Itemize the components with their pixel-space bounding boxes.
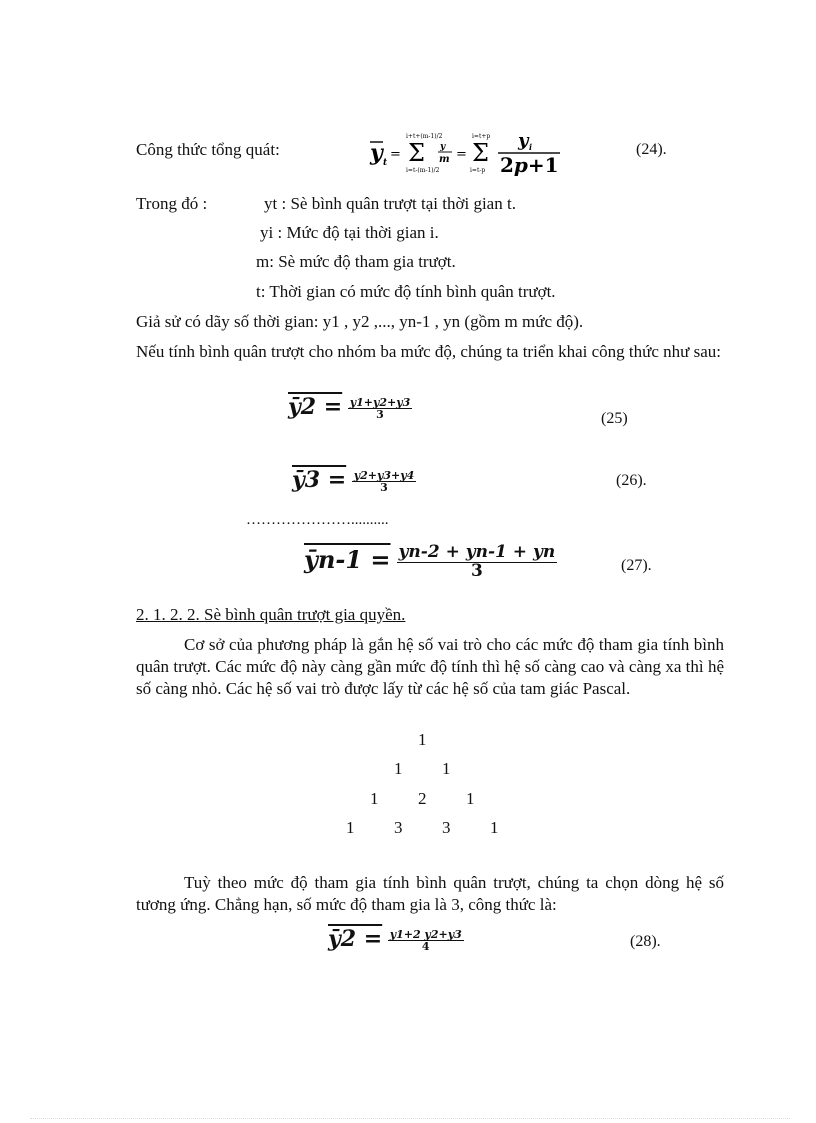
eq24-label: Công thức tổng quát:: [136, 140, 280, 159]
paragraph-three-levels: Nếu tính bình quân trượt cho nhóm ba mức độ, chúng ta triển khai công thức như sau:: [136, 342, 722, 361]
eq25-lhs: ȳ2 =: [288, 394, 343, 420]
eq25-denominator: 3: [376, 408, 384, 422]
paragraph-choose-row: Tuỳ theo mức độ tham gia tính bình quân trượt, chúng ta chọn dòng hệ số tương ứng. Chẳng hạn, số mức độ tham gia là 3, công thức là:: [136, 873, 724, 914]
pascal-cell: 1: [490, 818, 499, 837]
eq28-number: (28).: [630, 933, 661, 950]
eq27-fraction: [397, 544, 558, 581]
eq27-numerator: yn-2 + yn-1 + yn: [398, 542, 556, 562]
ellipsis-dots: …………………..........: [246, 512, 389, 528]
eq27-formula: [304, 544, 557, 581]
svg-text:=: =: [456, 147, 467, 162]
svg-text:=: =: [390, 147, 401, 162]
eq25-numerator: y1+y2+y3: [349, 395, 411, 409]
eq26-fraction: [352, 470, 417, 494]
svg-text:i=t-p: i=t-p: [470, 167, 486, 174]
pascal-cell: 1: [442, 759, 451, 778]
svg-text:m: m: [439, 154, 450, 165]
pascal-cell: 1: [418, 730, 427, 749]
eq25-formula: [288, 394, 412, 421]
eq26-lhs: ȳ3 =: [292, 467, 347, 493]
eq25-fraction: [348, 397, 413, 421]
pascal-cell: 3: [394, 818, 403, 837]
eq26-number: (26).: [616, 472, 647, 489]
definition-m: m: Sè mức độ tham gia trượt.: [256, 252, 456, 271]
eq27-number: (27).: [621, 557, 652, 574]
eq26-formula: [292, 467, 416, 494]
paragraph-weighted: Cơ sở của phương pháp là gắn hệ số vai trò cho các mức độ tham gia tính bình quân trượt. Các mức độ này càng gần mức độ tính thì hệ số càng cao và càng xa thì hệ số càng nhỏ. Các hệ số vai trò được lấy từ các hệ số của tam giác Pascal.: [136, 635, 724, 698]
sequence-line: Giả sử có dãy số thời gian: y1 , y2 ,..., yn-1 , yn (gồm m mức độ).: [136, 312, 584, 331]
pascal-cell: 1: [466, 789, 475, 808]
svg-text:i=t-(m-1)/2: i=t-(m-1)/2: [406, 167, 440, 174]
eq25-number: (25): [601, 410, 628, 427]
eq27-denominator: 3: [470, 560, 483, 581]
eq24-formula: [368, 128, 568, 183]
definition-yi: yi : Mức độ tại thời gian i.: [260, 223, 439, 242]
pascal-cell: 1: [370, 789, 379, 808]
definition-yt: yt : Sè bình quân trượt tại thời gian t.: [264, 194, 516, 213]
pascal-cell: 1: [394, 759, 403, 778]
svg-text:i+t+(m-1)/2: i+t+(m-1)/2: [406, 133, 443, 140]
svg-text:i: i: [529, 142, 533, 152]
eq26-numerator: y2+y3+y4: [353, 468, 415, 482]
page-bottom-rule: [30, 1118, 790, 1119]
svg-text:Σ: Σ: [408, 139, 425, 167]
svg-text:y: y: [440, 142, 446, 152]
eq26-denominator: 3: [380, 481, 388, 495]
pascal-cell: 1: [346, 818, 355, 837]
eq28-numerator: y1+2 y2+y3: [389, 927, 462, 941]
eq28-lhs: ȳ2 =: [328, 926, 383, 952]
svg-text:t: t: [383, 158, 388, 168]
svg-text:2p+1: 2p+1: [500, 153, 559, 177]
svg-text:y: y: [370, 140, 383, 166]
eq24-formula-graphic: [368, 128, 568, 178]
eq28-denominator: 4: [421, 940, 430, 954]
svg-text:Σ: Σ: [472, 139, 489, 167]
pascal-cell: 3: [442, 818, 451, 837]
section-heading: 2. 1. 2. 2. Sè bình quân trượt gia quyền.: [136, 605, 406, 624]
pascal-cell: 2: [418, 789, 427, 808]
eq27-lhs: ȳn-1 =: [304, 544, 391, 574]
svg-text:y: y: [518, 130, 529, 151]
svg-text:i=t+p: i=t+p: [472, 133, 491, 140]
definitions-intro: Trong đó :: [136, 194, 208, 213]
definition-t: t: Thời gian có mức độ tính bình quân trượt.: [256, 282, 556, 301]
eq24-number: (24).: [636, 141, 667, 158]
eq28-fraction: [388, 929, 464, 953]
eq28-formula: [328, 926, 464, 953]
